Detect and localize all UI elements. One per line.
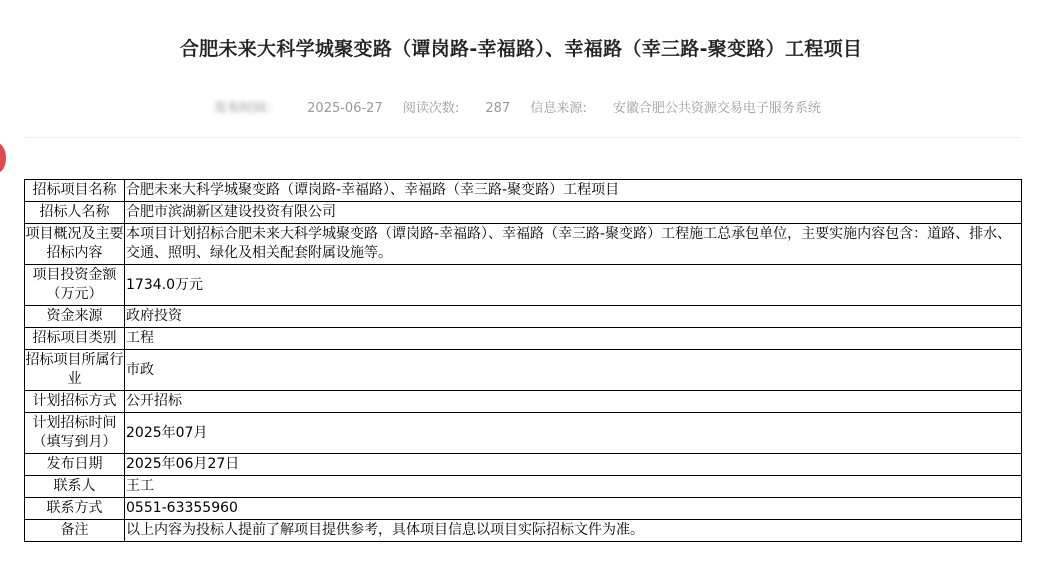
row-value: 1734.0万元 — [125, 265, 1022, 306]
publisher-label: 发布时间： — [214, 101, 280, 116]
table-row — [25, 224, 1022, 265]
row-value: 市政 — [125, 350, 1022, 391]
source-label: 信息来源: — [530, 101, 587, 116]
row-label: 计划招标时间（填写到月） — [25, 413, 125, 454]
row-label: 资金来源 — [25, 306, 125, 328]
header-divider — [25, 137, 1021, 138]
row-value: 2025年06月27日 — [125, 454, 1022, 476]
page-title: 合肥未来大科学城聚变路（谭岗路-幸福路）、幸福路（幸三路-聚变路）工程项目 — [179, 38, 863, 60]
row-value: 合肥市滨湖新区建设投资有限公司 — [125, 202, 1022, 224]
table-row — [25, 476, 1022, 498]
table-row — [25, 413, 1022, 454]
row-value: 政府投资 — [125, 306, 1022, 328]
row-label: 招标人名称 — [25, 202, 125, 224]
row-label: 备注 — [25, 520, 125, 542]
article-meta — [214, 97, 821, 116]
table-row — [25, 328, 1022, 350]
row-value: 合肥未来大科学城聚变路（谭岗路-幸福路）、幸福路（幸三路-聚变路）工程项目 — [125, 180, 1022, 202]
row-value: 公开招标 — [125, 391, 1022, 413]
row-value: 2025年07月 — [125, 413, 1022, 454]
table-row — [25, 350, 1022, 391]
row-value: 以上内容为投标人提前了解项目提供参考，具体项目信息以项目实际招标文件为准。 — [125, 520, 1022, 542]
table-row — [25, 180, 1022, 202]
row-label: 项目概况及主要招标内容 — [25, 224, 125, 265]
row-label: 招标项目名称 — [25, 180, 125, 202]
row-label: 招标项目所属行业 — [25, 350, 125, 391]
read-count: 287 — [485, 101, 511, 116]
row-label: 联系人 — [25, 476, 125, 498]
table-row — [25, 306, 1022, 328]
row-label: 联系方式 — [25, 498, 125, 520]
row-value: 本项目计划招标合肥未来大科学城聚变路（谭岗路-幸福路）、幸福路（幸三路-聚变路）工程施工总承包单位，主要实施内容包含：道路、排水、交通、照明、绿化及相关配套附属设施等。 — [125, 224, 1022, 265]
row-label: 招标项目类别 — [25, 328, 125, 350]
row-value: 王工 — [125, 476, 1022, 498]
row-label: 项目投资金额（万元） — [25, 265, 125, 306]
table-row — [25, 454, 1022, 476]
read-count-label: 阅读次数: — [402, 101, 460, 116]
table-row — [25, 265, 1022, 306]
row-value: 0551-63355960 — [125, 498, 1022, 520]
source-name: 安徽合肥公共资源交易电子服务系统 — [612, 101, 821, 116]
project-info-table — [24, 179, 1022, 542]
row-value: 工程 — [125, 328, 1022, 350]
publish-date: 2025-06-27 — [307, 101, 383, 116]
table-row — [25, 498, 1022, 520]
side-badge[interactable] — [0, 143, 6, 173]
row-label: 计划招标方式 — [25, 391, 125, 413]
table-row — [25, 202, 1022, 224]
table-row — [25, 520, 1022, 542]
table-row — [25, 391, 1022, 413]
row-label: 发布日期 — [25, 454, 125, 476]
